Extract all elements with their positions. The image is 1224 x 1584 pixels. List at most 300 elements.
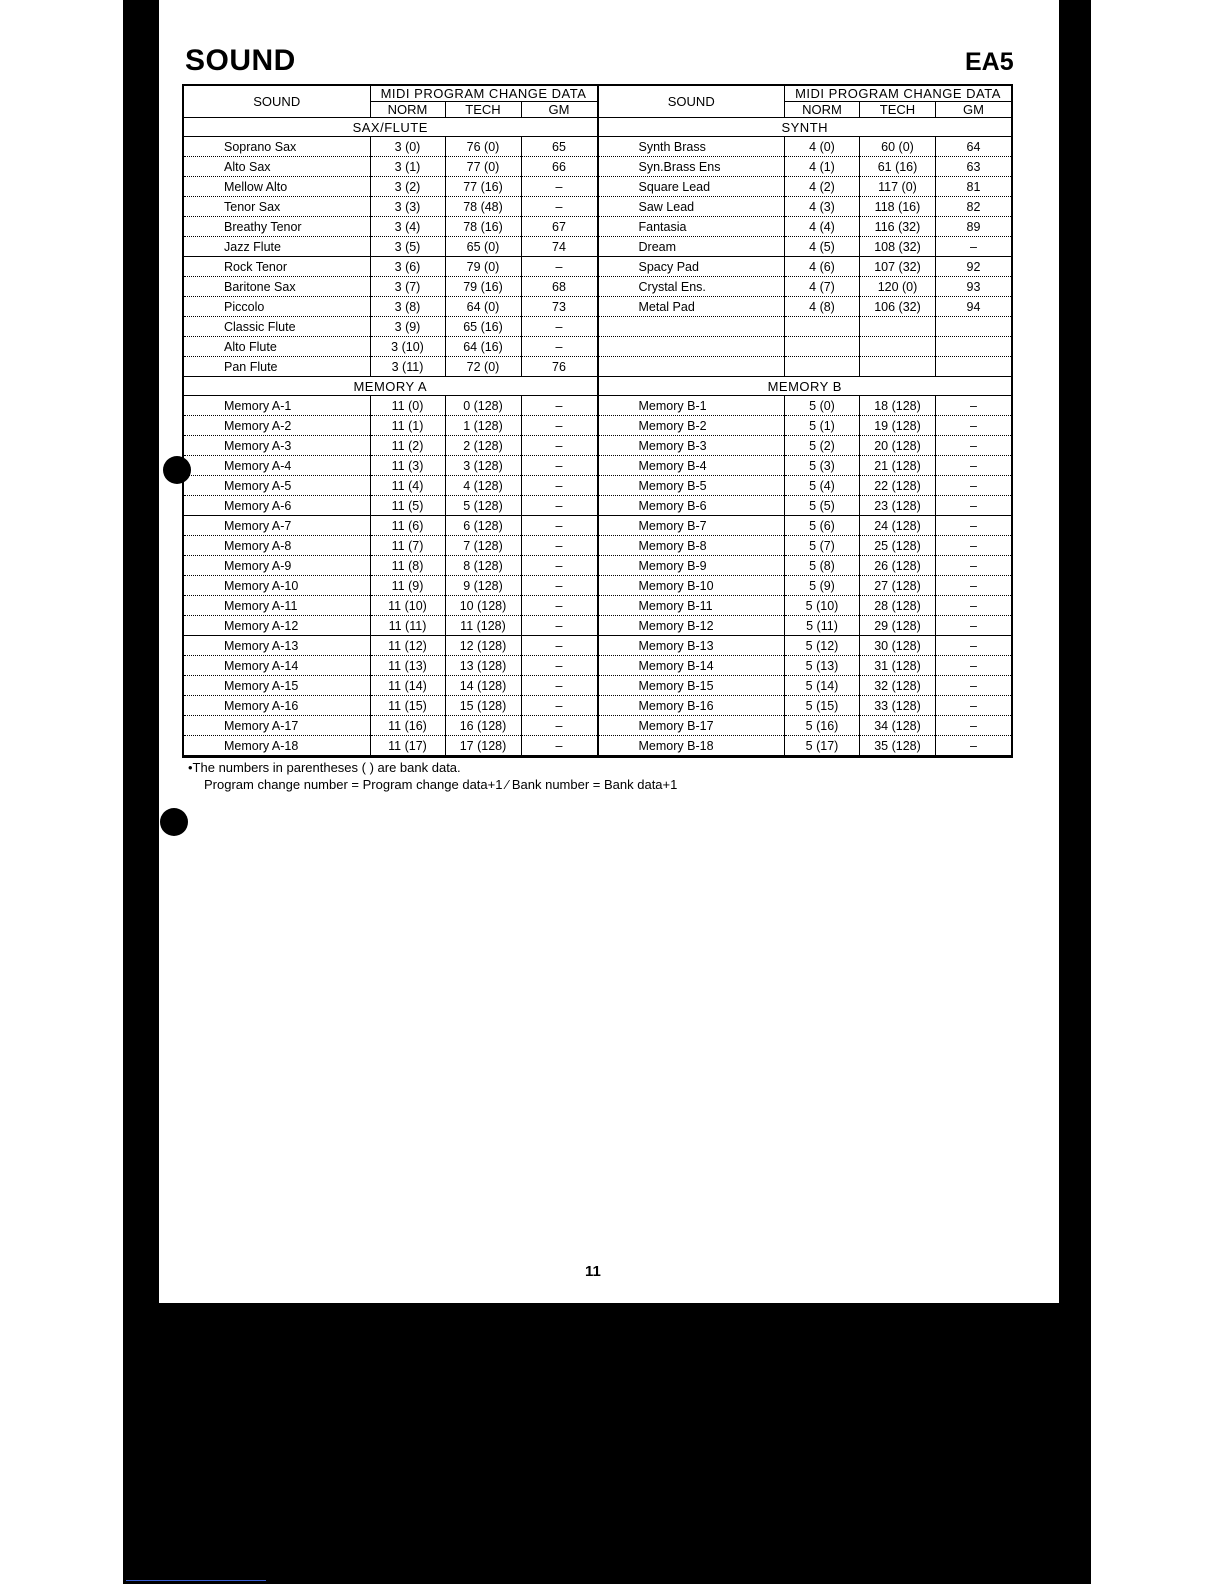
gm-value: –	[936, 396, 1012, 416]
sound-name: Memory A-7	[184, 516, 370, 536]
sound-name: Spacy Pad	[599, 257, 785, 277]
table-row	[599, 596, 1012, 616]
gm-value: –	[521, 636, 597, 656]
tech-value: 15 (128)	[445, 696, 521, 716]
table-row	[184, 157, 597, 177]
table-row	[184, 576, 597, 596]
table-row	[184, 396, 597, 416]
sound-name: Mellow Alto	[184, 177, 370, 197]
norm-value: 11 (6)	[370, 516, 445, 536]
table-row	[599, 257, 1012, 277]
table-row	[599, 456, 1012, 476]
tech-value: 30 (128)	[860, 636, 936, 656]
tech-value: 4 (128)	[445, 476, 521, 496]
norm-value: 3 (3)	[370, 197, 445, 217]
gm-value: –	[521, 576, 597, 596]
norm-value	[785, 357, 860, 377]
table-row	[599, 736, 1012, 756]
gm-value: –	[521, 596, 597, 616]
norm-value: 4 (5)	[785, 237, 860, 257]
table-row	[599, 217, 1012, 237]
sound-name: Tenor Sax	[184, 197, 370, 217]
norm-header: NORM	[785, 102, 860, 118]
sound-name: Rock Tenor	[184, 257, 370, 277]
norm-value: 3 (6)	[370, 257, 445, 277]
table-row	[184, 317, 597, 337]
tech-value	[860, 337, 936, 357]
norm-value: 5 (4)	[785, 476, 860, 496]
gm-value: –	[521, 676, 597, 696]
tech-value: 77 (16)	[445, 177, 521, 197]
norm-value: 5 (2)	[785, 436, 860, 456]
table-row	[184, 536, 597, 556]
norm-value: 3 (8)	[370, 297, 445, 317]
table-row	[599, 357, 1012, 377]
tech-value: 107 (32)	[860, 257, 936, 277]
sound-name: Memory B-15	[599, 676, 785, 696]
sound-name: Breathy Tenor	[184, 217, 370, 237]
tech-value: 34 (128)	[860, 716, 936, 736]
gm-value: –	[521, 516, 597, 536]
table-row	[184, 357, 597, 377]
norm-value: 5 (1)	[785, 416, 860, 436]
norm-value: 5 (6)	[785, 516, 860, 536]
table-row	[184, 297, 597, 317]
gm-value: 74	[521, 237, 597, 257]
gm-value: –	[936, 596, 1012, 616]
norm-value: 11 (5)	[370, 496, 445, 516]
table-left-half	[184, 86, 599, 756]
table-row	[184, 696, 597, 716]
gm-value: 94	[936, 297, 1012, 317]
right-table	[599, 86, 1012, 756]
tech-value: 27 (128)	[860, 576, 936, 596]
norm-header: NORM	[370, 102, 445, 118]
norm-value: 11 (17)	[370, 736, 445, 756]
gm-value: –	[521, 476, 597, 496]
tech-value: 9 (128)	[445, 576, 521, 596]
norm-value: 3 (9)	[370, 317, 445, 337]
norm-value: 5 (9)	[785, 576, 860, 596]
norm-value: 4 (2)	[785, 177, 860, 197]
table-row	[599, 616, 1012, 636]
gm-value: –	[521, 317, 597, 337]
table-row	[599, 656, 1012, 676]
tech-value: 77 (0)	[445, 157, 521, 177]
norm-value: 11 (7)	[370, 536, 445, 556]
gm-value: –	[521, 177, 597, 197]
sound-name: Fantasia	[599, 217, 785, 237]
sound-name: Metal Pad	[599, 297, 785, 317]
section-header: SAX/FLUTE	[184, 118, 597, 137]
gm-value: –	[521, 536, 597, 556]
tech-header: TECH	[445, 102, 521, 118]
midi-header: MIDI PROGRAM CHANGE DATA	[370, 86, 597, 102]
norm-value: 11 (0)	[370, 396, 445, 416]
tech-value: 12 (128)	[445, 636, 521, 656]
sound-name: Memory B-11	[599, 596, 785, 616]
sound-name: Memory A-8	[184, 536, 370, 556]
tech-value: 1 (128)	[445, 416, 521, 436]
midi-program-table	[182, 84, 1013, 758]
gm-value: –	[936, 476, 1012, 496]
sound-name: Memory A-6	[184, 496, 370, 516]
sound-name: Square Lead	[599, 177, 785, 197]
tech-value: 18 (128)	[860, 396, 936, 416]
sound-name: Memory A-1	[184, 396, 370, 416]
gm-value: –	[521, 197, 597, 217]
table-row	[599, 536, 1012, 556]
norm-value	[785, 337, 860, 357]
norm-value: 3 (5)	[370, 237, 445, 257]
gm-value: –	[936, 456, 1012, 476]
tech-value: 64 (16)	[445, 337, 521, 357]
gm-value: 68	[521, 277, 597, 297]
table-row	[599, 137, 1012, 157]
table-row	[599, 157, 1012, 177]
gm-value: 65	[521, 137, 597, 157]
midi-header: MIDI PROGRAM CHANGE DATA	[785, 86, 1012, 102]
gm-value: –	[936, 436, 1012, 456]
tech-value	[860, 357, 936, 377]
tech-value: 72 (0)	[445, 357, 521, 377]
table-row	[184, 496, 597, 516]
punch-hole-icon	[160, 808, 188, 836]
sound-name: Memory A-9	[184, 556, 370, 576]
tech-value: 0 (128)	[445, 396, 521, 416]
gm-value: 89	[936, 217, 1012, 237]
norm-value: 11 (16)	[370, 716, 445, 736]
tech-header: TECH	[860, 102, 936, 118]
tech-value: 106 (32)	[860, 297, 936, 317]
model-label: EA5	[965, 48, 1014, 76]
norm-value: 5 (13)	[785, 656, 860, 676]
sound-name: Memory A-5	[184, 476, 370, 496]
norm-value: 4 (7)	[785, 277, 860, 297]
tech-value: 33 (128)	[860, 696, 936, 716]
gm-value: 92	[936, 257, 1012, 277]
tech-value: 2 (128)	[445, 436, 521, 456]
gm-value: –	[521, 496, 597, 516]
norm-value: 3 (1)	[370, 157, 445, 177]
norm-value: 5 (0)	[785, 396, 860, 416]
table-row	[184, 177, 597, 197]
scan-edge-line	[126, 1580, 266, 1581]
norm-value: 5 (17)	[785, 736, 860, 756]
sound-name: Memory B-13	[599, 636, 785, 656]
gm-value: –	[521, 616, 597, 636]
norm-value: 5 (5)	[785, 496, 860, 516]
norm-value: 11 (3)	[370, 456, 445, 476]
gm-value: –	[936, 616, 1012, 636]
gm-value: –	[936, 676, 1012, 696]
tech-value: 25 (128)	[860, 536, 936, 556]
sound-name: Memory B-9	[599, 556, 785, 576]
tech-value: 21 (128)	[860, 456, 936, 476]
table-row	[184, 237, 597, 257]
sound-name	[599, 337, 785, 357]
sound-name: Memory B-8	[599, 536, 785, 556]
tech-value: 11 (128)	[445, 616, 521, 636]
norm-value: 11 (12)	[370, 636, 445, 656]
sound-name: Memory B-18	[599, 736, 785, 756]
table-row	[599, 516, 1012, 536]
gm-value: 66	[521, 157, 597, 177]
sound-name: Memory B-5	[599, 476, 785, 496]
gm-value: –	[936, 576, 1012, 596]
sound-name: Memory A-18	[184, 736, 370, 756]
sound-name: Memory A-4	[184, 456, 370, 476]
norm-value: 4 (1)	[785, 157, 860, 177]
tech-value: 78 (48)	[445, 197, 521, 217]
norm-value: 11 (13)	[370, 656, 445, 676]
gm-value: –	[521, 736, 597, 756]
tech-value: 26 (128)	[860, 556, 936, 576]
gm-value: 63	[936, 157, 1012, 177]
tech-value: 117 (0)	[860, 177, 936, 197]
sound-name: Memory A-13	[184, 636, 370, 656]
norm-value: 4 (3)	[785, 197, 860, 217]
norm-value: 4 (6)	[785, 257, 860, 277]
norm-value: 11 (14)	[370, 676, 445, 696]
norm-value: 11 (10)	[370, 596, 445, 616]
sound-name: Memory A-11	[184, 596, 370, 616]
table-row	[184, 217, 597, 237]
tech-value: 60 (0)	[860, 137, 936, 157]
sound-name: Memory A-15	[184, 676, 370, 696]
left-table	[184, 86, 597, 756]
gm-value: –	[521, 656, 597, 676]
norm-value: 4 (4)	[785, 217, 860, 237]
sound-name	[599, 317, 785, 337]
sound-name: Memory B-3	[599, 436, 785, 456]
gm-value: –	[936, 696, 1012, 716]
norm-value: 11 (2)	[370, 436, 445, 456]
section-header: MEMORY B	[599, 377, 1012, 396]
table-row	[599, 476, 1012, 496]
sound-name: Memory B-17	[599, 716, 785, 736]
sound-name: Memory A-10	[184, 576, 370, 596]
sound-header: SOUND	[184, 86, 370, 118]
sound-name: Memory B-12	[599, 616, 785, 636]
norm-value: 5 (16)	[785, 716, 860, 736]
gm-value: –	[936, 536, 1012, 556]
gm-value: 93	[936, 277, 1012, 297]
sound-name: Memory B-4	[599, 456, 785, 476]
gm-value: –	[521, 556, 597, 576]
table-row	[184, 456, 597, 476]
table-row	[184, 277, 597, 297]
tech-value: 3 (128)	[445, 456, 521, 476]
table-row	[184, 676, 597, 696]
gm-value: –	[936, 556, 1012, 576]
table-row	[184, 137, 597, 157]
table-row	[599, 676, 1012, 696]
norm-value: 4 (0)	[785, 137, 860, 157]
table-row	[184, 656, 597, 676]
tech-value: 108 (32)	[860, 237, 936, 257]
table-row	[599, 556, 1012, 576]
sound-name: Memory A-14	[184, 656, 370, 676]
table-row	[184, 516, 597, 536]
gm-header: GM	[936, 102, 1012, 118]
table-row	[184, 436, 597, 456]
gm-value: –	[521, 716, 597, 736]
table-right-half	[599, 86, 1012, 756]
sound-name: Soprano Sax	[184, 137, 370, 157]
gm-value	[936, 337, 1012, 357]
gm-value: –	[521, 696, 597, 716]
gm-value	[936, 357, 1012, 377]
table-row	[599, 576, 1012, 596]
norm-value: 3 (10)	[370, 337, 445, 357]
table-row	[184, 716, 597, 736]
table-row	[184, 596, 597, 616]
tech-value: 116 (32)	[860, 217, 936, 237]
gm-value: –	[936, 496, 1012, 516]
gm-value: –	[936, 416, 1012, 436]
scan-margin-right	[1091, 0, 1224, 1584]
sound-name: Synth Brass	[599, 137, 785, 157]
table-row	[599, 297, 1012, 317]
gm-value: –	[936, 636, 1012, 656]
gm-value: 81	[936, 177, 1012, 197]
sound-name: Jazz Flute	[184, 237, 370, 257]
tech-value: 120 (0)	[860, 277, 936, 297]
tech-value: 79 (16)	[445, 277, 521, 297]
sound-name: Syn.Brass Ens	[599, 157, 785, 177]
tech-value: 16 (128)	[445, 716, 521, 736]
scan-margin-left	[0, 0, 123, 1584]
norm-value: 5 (12)	[785, 636, 860, 656]
tech-value: 35 (128)	[860, 736, 936, 756]
tech-value: 61 (16)	[860, 157, 936, 177]
sound-name: Memory A-16	[184, 696, 370, 716]
sound-name: Memory B-10	[599, 576, 785, 596]
gm-value: –	[521, 257, 597, 277]
norm-value: 3 (11)	[370, 357, 445, 377]
norm-value: 11 (1)	[370, 416, 445, 436]
table-row	[599, 496, 1012, 516]
tech-value: 24 (128)	[860, 516, 936, 536]
tech-value: 78 (16)	[445, 217, 521, 237]
gm-value: 76	[521, 357, 597, 377]
scan-border-bottom	[123, 1303, 1091, 1584]
gm-value: –	[936, 237, 1012, 257]
norm-value: 11 (4)	[370, 476, 445, 496]
tech-value: 23 (128)	[860, 496, 936, 516]
norm-value: 4 (8)	[785, 297, 860, 317]
sound-name: Piccolo	[184, 297, 370, 317]
gm-value: 67	[521, 217, 597, 237]
tech-value: 19 (128)	[860, 416, 936, 436]
norm-value	[785, 317, 860, 337]
sound-name: Classic Flute	[184, 317, 370, 337]
gm-value	[936, 317, 1012, 337]
tech-value: 64 (0)	[445, 297, 521, 317]
norm-value: 11 (11)	[370, 616, 445, 636]
sound-name: Memory B-6	[599, 496, 785, 516]
sound-name: Saw Lead	[599, 197, 785, 217]
norm-value: 11 (9)	[370, 576, 445, 596]
section-header: SYNTH	[599, 118, 1012, 137]
gm-value: –	[936, 716, 1012, 736]
sound-name	[599, 357, 785, 377]
table-row	[599, 277, 1012, 297]
norm-value: 5 (10)	[785, 596, 860, 616]
norm-value: 11 (15)	[370, 696, 445, 716]
table-row	[599, 177, 1012, 197]
tech-value: 118 (16)	[860, 197, 936, 217]
tech-value: 65 (0)	[445, 237, 521, 257]
sound-name: Memory B-7	[599, 516, 785, 536]
table-row	[184, 556, 597, 576]
tech-value: 8 (128)	[445, 556, 521, 576]
table-row	[599, 317, 1012, 337]
norm-value: 3 (7)	[370, 277, 445, 297]
tech-value: 79 (0)	[445, 257, 521, 277]
sound-name: Memory A-12	[184, 616, 370, 636]
table-row	[599, 197, 1012, 217]
norm-value: 5 (8)	[785, 556, 860, 576]
table-row	[599, 696, 1012, 716]
tech-value: 29 (128)	[860, 616, 936, 636]
table-row	[184, 616, 597, 636]
gm-value: –	[521, 436, 597, 456]
norm-value: 5 (11)	[785, 616, 860, 636]
tech-value: 7 (128)	[445, 536, 521, 556]
gm-value: –	[521, 396, 597, 416]
tech-value: 14 (128)	[445, 676, 521, 696]
tech-value: 20 (128)	[860, 436, 936, 456]
sound-name: Dream	[599, 237, 785, 257]
tech-value	[860, 317, 936, 337]
tech-value: 32 (128)	[860, 676, 936, 696]
norm-value: 11 (8)	[370, 556, 445, 576]
tech-value: 10 (128)	[445, 596, 521, 616]
table-row	[599, 436, 1012, 456]
sound-name: Memory B-2	[599, 416, 785, 436]
table-row	[184, 736, 597, 756]
tech-value: 6 (128)	[445, 516, 521, 536]
tech-value: 17 (128)	[445, 736, 521, 756]
norm-value: 5 (7)	[785, 536, 860, 556]
table-row	[599, 636, 1012, 656]
sound-name: Memory A-3	[184, 436, 370, 456]
gm-value: –	[936, 736, 1012, 756]
footnote-formula: Program change number = Program change data+1 ⁄ Bank number = Bank data+1	[204, 777, 678, 792]
tech-value: 28 (128)	[860, 596, 936, 616]
table-row	[184, 337, 597, 357]
gm-value: –	[521, 416, 597, 436]
norm-value: 5 (3)	[785, 456, 860, 476]
sound-name: Memory A-17	[184, 716, 370, 736]
table-row	[599, 396, 1012, 416]
sound-name: Crystal Ens.	[599, 277, 785, 297]
table-row	[599, 237, 1012, 257]
table-row	[599, 716, 1012, 736]
norm-value: 5 (15)	[785, 696, 860, 716]
sound-name: Alto Flute	[184, 337, 370, 357]
page-number: 11	[585, 1263, 601, 1280]
gm-value: –	[936, 516, 1012, 536]
table-row	[599, 337, 1012, 357]
tech-value: 65 (16)	[445, 317, 521, 337]
sound-name: Pan Flute	[184, 357, 370, 377]
sound-name: Memory B-1	[599, 396, 785, 416]
gm-value: 73	[521, 297, 597, 317]
tech-value: 31 (128)	[860, 656, 936, 676]
